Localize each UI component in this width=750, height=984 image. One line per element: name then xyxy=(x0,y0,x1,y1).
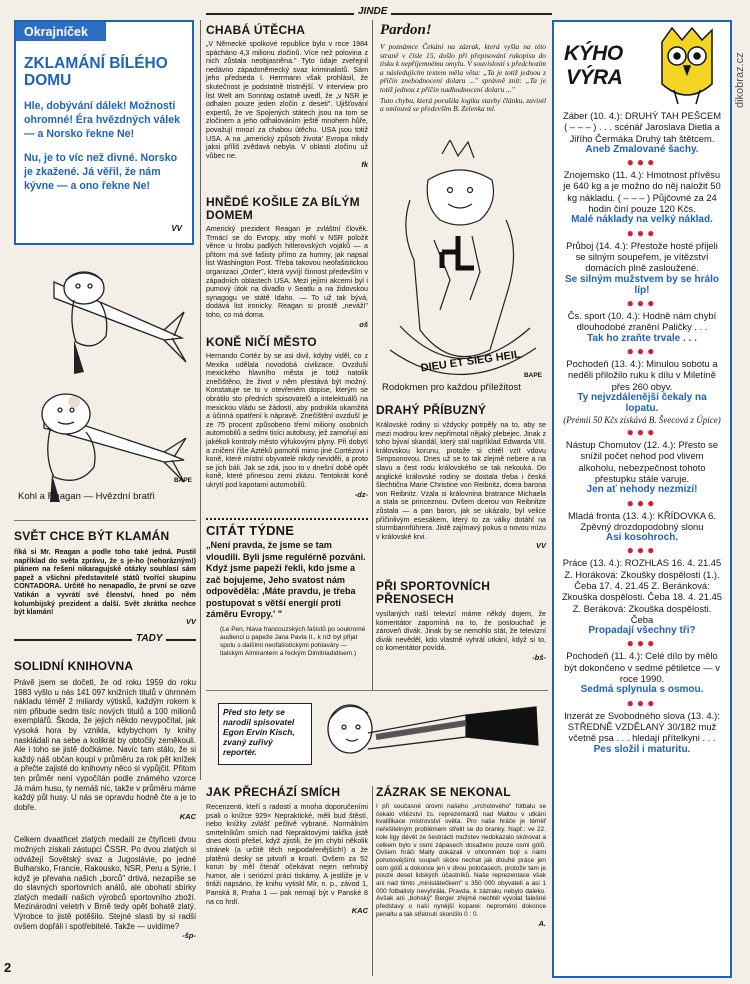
kisch-portrait-drawing xyxy=(316,693,546,773)
pardon-body-2: Tuto chybu, která porušila logiku stavby článku, zavinil a omlouvá se především B. Zelenka ml. xyxy=(380,95,546,114)
smich-title: JAK PŘECHÁZÍ SMÍCH xyxy=(206,785,341,799)
separator-dots: ●●● xyxy=(626,495,658,510)
kisch-box xyxy=(218,703,312,765)
okrajnicek-stanza-1: Hle, dobývání dálek! Možnosti ohromné! Éra hvězdných válek — a Norsko řekne Ne! xyxy=(24,100,181,140)
jinde-banner xyxy=(206,6,552,20)
kyho-logo-line-1: KÝHO xyxy=(564,42,623,65)
drahy-title: DRAHÝ PŘÍBUZNÝ xyxy=(376,403,487,417)
kyho-vyra-box xyxy=(552,20,732,978)
kyho-entry: Čs. sport (10. 4.): Hodně nám chybí dlouhodobé zranění Paličky . . . Tak ho zraňte trvale . . . xyxy=(567,310,717,344)
svet-signature: VV xyxy=(185,616,196,626)
kyho-entry: Mladá fronta (13. 4.): KŘÍDOVKA 6. Zpěvný drozdopodobný slonu Asi kosohroch. xyxy=(568,509,716,544)
col-divider xyxy=(372,786,373,976)
utecha-body: „V Německé spolkové republice bylo v roce 1984 spácháno 4,3 milionu zločinů. Více než polovina z nich zůstala neobjasněna." Tyto údaje zveřejnil nedávno západoněmecký svaz kriminalistů. Sám jeho předseda I. Herrmann však prohlásil, že skutečnost je podstatně tristnější. V interview pro list Welt am Sonntag ostatně uvedl, že „v NSR je odhalen pouze jeden zločin z deseti". Ujišťování expertů, že ve Spojených státech jsou na tom se zločinem a jeho odhalováním ještě mnohem hůře, považují mnozí za chabou útěchu. USA jsou totiž USA. A na „americký způsob života' Evropa nikdy jaksi příliš zvědavá nebyla. V oblasti zločinu už vůbec ne. xyxy=(206,40,368,160)
drahy-article xyxy=(376,404,546,550)
kisch-banner xyxy=(206,690,548,772)
pardon-title: Pardon! xyxy=(380,22,432,38)
family-tree-drawing xyxy=(380,140,546,380)
hvezdni-bratri-cartoon xyxy=(14,252,196,514)
kyho-entry: Nástup Chomutov (12. 4.): Přesto se snížil počet nehod pod vlivem alkoholu, nebezpečnost tohoto přestupku stále varuje. Jen ať nehody nezmizí! xyxy=(565,439,719,496)
pardon-article xyxy=(380,22,546,114)
separator-dots: ●●● xyxy=(626,296,658,311)
separator-dots: ●●● xyxy=(626,425,658,440)
kyho-entries xyxy=(554,110,730,755)
solidni-article xyxy=(14,660,196,940)
okrajnicek-stanza-2: Nu, je to víc než divné. Norsko je zkažené. Já věřil, že nám kývne — a ono řekne Ne! xyxy=(24,152,178,192)
rodokmen-caption: Rodokmen pro každou příležitost xyxy=(382,382,521,393)
kosile-title: HNĚDÉ KOŠILE ZA BÍLÝM DOMEM xyxy=(206,195,360,222)
tady-banner xyxy=(14,633,196,645)
medaile-body: Celkem dvaatřicet zlatých medailí ze čtyřiceti dvou možných získali zástupci ČSSR. Po dvou zlatých si odvážejí Sovětský svaz a Jugoslávie, po jedné Bulharsko, Francie, Rakousko, NSR, Peru a Sýrie. I když je převaha našich „borců" drtivá, nezapíše se do slavných sportovních análů, ale obohatí sbírky zlatých medailí našich výrobců sportovního zboží. Mezinárodní veletrh v Brně tedy opět bohatě zlatý. Výrobce to jistě potěšilo. Stejné slasti by si radši ovšem dopřáli i spotřebitelé. Takže — uvidíme? xyxy=(14,835,196,931)
svet-body: říká si Mr. Reagan a podle toho také jedná. Pustil například do světa zprávu, že s je-ho (nehorázným!) plánem na řešení nikaragujské otázky souhlasí sám papež a všichni představitelé států tvořící skupinu CONTADORA. Určitě ho nenapadlo, že první se ozve Vatikán a vyvrátí své členství, hned po něm kolumbijský prezident a další. Svět zkrátka nechce být klamán! xyxy=(14,548,196,617)
bape-signature-2: BAPE xyxy=(523,372,542,379)
citat-article xyxy=(206,518,368,658)
kosile-signature: oš xyxy=(359,319,368,329)
separator-dots: ●●● xyxy=(626,225,658,240)
kyho-entry: Průboj (14. 4.): Přestože hosté přijeli se silným soupeřem, je vítězství domácích plně zasloužené. Se silným mužstvem by se hrálo líp! xyxy=(565,239,719,296)
solidni-signature: KAC xyxy=(179,812,196,822)
rocket-riders-drawing xyxy=(14,252,196,514)
col-divider xyxy=(200,20,201,780)
kosile-body: Americký prezident Reagan je zvláštní člověk. Trmácí se do Evropy, aby mohl v NSR položit věnce u hrobu padlých hitlerovských vojáků — a přitom má své fašisty přímo za humny, jak napsal list Washington Post. Třeba takovou neofašistickou organizaci „Order", která vyvíjí činnost především v západních oblastech USA. Mezi jejími akcemi byl i pumový útok na divadlo v Seatlu a na židovskou synagogu ve státě Idaho. — To už tak bývá, dodává list ironicky. Reagan si prostě „neváží" toho, co má doma. xyxy=(206,225,368,319)
tady-label: TADY xyxy=(132,633,166,644)
utecha-article xyxy=(206,24,368,169)
zazrak-body: I při současné úrovni našeho „vrcholového" fotbalu se čekalo vítězství čs. reprezentantů nad Maltou v utkání kvalifikace mistrovství světa. Pro naše hráče je téměř neřešitelným problémem střelit se do branky. Např.: ve 22. kole ligy dévět ze šestnácti mužstev nedokázalo skórovat a celkem bylo v osmi zápasech dosaženo pouze osmi gólů. Ovšem hráči Malty dokázali v ohromném boji s námi pohotovějšími soupeři skóre nechat jak dlouhé práce jen osm gólů a dokonce jen v dvou poločasech, protože tam je pouze deset lidských účastníků. Naše reprezentace však ani nad tímto „ministátečkem" s 350 000 obyvateli a asi 1 000 fotbalisty nevyhrála. Pravda, k zázraku nebylo daleko. Avšak ani „bohský" Berger zřejmě nechtěl vyvolat falešné představy o naší nynější kopané: nepromění dokonce penaltu a tak střetnutí skončilo 0 : 0. xyxy=(376,803,546,918)
mesto-body: Hernando Cortéz by se asi divil, kdyby viděl, co z Mexika udělala novodobá civilizace. Ovzduší mexického hlavního města je totiž natolik znečištěno, že život v něm přestává být možný. Konstatuje se to v otevřeném dopise, kterým se obrátilo sto předních spisovatelů a intelektuálů na mexickou vládu se žádostí, aby podnikla okamžitá a účinná opatření k nápravě. Znečištění ovzduší je ze 75 procent způsobeno třemi miliony osobních automobilů a sedmi tisíci autobusy, jež zamořují asi jakékoli kontroly město výfukovými plyny. Při dobytí a zničení říše Aztéků pomohli mimo jiné Cortézovi i koně, které místní obyvatelé nikdy neviděli, a proto se jich báli. Jak se zdá, jsou to v dnešní době opět koně, které přinesou zemi zkázu. Tentokrát koně ukrytí pod kapotami automobilů. xyxy=(206,352,368,489)
medaile-signature: -šp- xyxy=(182,931,196,941)
sportovni-body: vysílaných naší televizí máme někdy dojem, že komentátor zapomíná na to, že poslouchač je zároveň divák. Jinak by se nemohlo stát, že televizní divák nevěděl, kdo vlastně vyhrál utkání, když si to, co komentátor povídá. xyxy=(376,610,546,653)
kosile-article xyxy=(206,196,368,329)
citat-quote: „Není pravda, že jsme se tam vloudili. Byli jsme regulérně pozváni. Když jsme papeži řekli, kdo jsme a zač bojujeme, Jeho svatost nám odpověděla: ,Máte pravdu, je třeba postupovat s větší energií proti záměru Evropy.' " xyxy=(206,540,366,619)
smich-body: Recenzenti, kteří s radostí a mnoha doporučeními psali o knížce 929× Nepraktické, měli bud štěstí, nebo knížky zvlášť pečlivě vybrané. Normálním smrtelníkům smích nad Nepraktovými takřka jistě dnes dosti přešel, když zjistili, že jim chybí několik stránek (a určitě těch nejpodařenějších!) a že platěnú desky se pitvoří a kroutí. Ovšem za 52 korun by měl čtenář očekávat nejen nehrubý humor, ale i seriózní práci tiskárny. A jestliže je v tiráži napsáno, že knihu vytiskl Mír, n. p., závod 1, Panská 8, Praha 1 — pak nemají být v Panské 8 na co hrdí. xyxy=(206,803,368,906)
okrajnicek-box xyxy=(14,20,194,245)
bape-signature-1: BAPE xyxy=(173,477,192,484)
separator-dots: ●●● xyxy=(626,695,658,710)
citat-rule xyxy=(206,518,368,520)
mesto-signature: -dz- xyxy=(354,489,368,499)
rodokmen-cartoon xyxy=(380,140,546,395)
zazrak-signature: A. xyxy=(538,918,546,928)
divider xyxy=(14,520,196,521)
smich-signature: KAC xyxy=(351,906,368,916)
page-number: 2 xyxy=(4,960,12,975)
separator-dots: ●●● xyxy=(626,344,658,359)
kyho-entry: Pochodeň (11. 4.): Celé dílo by mělo být dokončeno v sedmé pětiletce — v roce 1990. Sedmá splynula s osmou. xyxy=(564,650,720,696)
kyho-logo xyxy=(554,22,730,110)
utecha-signature: fk xyxy=(361,160,368,170)
separator-dots: ●●● xyxy=(626,636,658,651)
okrajnicek-signature: VV xyxy=(171,224,182,233)
utecha-title: CHABÁ ÚTĚCHA xyxy=(206,23,306,37)
kyho-entry: Inzerát ze Svobodného slova (13. 4.): STŘEDNĚ VZDĚLANÝ 30/182 muž včetně psa . . . hledají přítelkyni . . . Pes složil i maturitu. xyxy=(564,709,720,755)
citat-note: (Le Pen, hlava francouzských fašistů po soukromé audienci u papeže Jana Pavla II., k níž byl přijat spolu s dalšími neofašistickými pohlaváry — italským Almirantem a řeckým Dimitriadidisem.) xyxy=(220,625,366,657)
mesto-title: KONĚ NIČÍ MĚSTO xyxy=(206,335,317,349)
zazrak-article xyxy=(376,786,546,928)
okrajnicek-label: Okrajníček xyxy=(16,22,106,41)
separator-dots: ●●● xyxy=(626,543,658,558)
kyho-entry: Pochodeň (13. 4.): Minulou sobotu a neděli přiložilo ruku k dílu v Miletíně přes 260 obyv. Ty nejvzdálenější čekaly na lopatu. (Prémii 50 Kčs získává B. Švecová z Úpice) xyxy=(563,358,721,425)
kyho-logo-line-2: VÝRA xyxy=(566,66,623,89)
mesto-article xyxy=(206,336,368,499)
watermark: dikobraz.cz xyxy=(734,52,746,108)
jinde-label: JINDE xyxy=(354,6,391,17)
sportovni-title: PŘI SPORTOVNÍCH PŘENOSECH xyxy=(376,579,491,606)
solidni-body: Právě jsem se dočetl, že od roku 1959 do roku 1983 vyšlo u nás 141 097 knižních titulů v úhrnném nákladu téměř 2 miliardy výtisků, každým rokem k nim přibude sedm tisíc nových titulů a 100 milionů exemplářů. Škoda, že jejich někdo nevypočítal, jak vysoká hora by vznikla, kdybychom ty knihy naskládali na sebe a kolikrát by obtočily zeměkouli. Ale i toho se jistě dočkáme. Navíc tam stálo, že si každý náš občan koupí v průměru za rok pět knížek a přečte zajisté do knihovny něco si vypůjčit. Přitom ten průměr není vypočítán podle známého vzorce Já mám husu, ty nemáš nic, takže v průměru máme každý půl husy. U nás se opravdu hodně čte a je to dobře. xyxy=(14,678,196,812)
zazrak-title: ZÁZRAK SE NEKONAL xyxy=(376,785,511,799)
separator-dots: ●●● xyxy=(626,155,658,170)
kyho-entry: Záber (10. 4.): DRUHÝ TAH PEŠCEM ( – – – ) . . . scénář Jaroslava Dietla a Jiřího Čermáka Druhý tah štětcem. Aneb Zmalované šachy. xyxy=(562,110,722,155)
drahy-body: Královské rodiny si vždycky potrpěly na to, aby se mezi modrou krev nepřimotal nějaký plebejec. Jinak z toho bývaí skandál, který stál například Edwarda VIII. královskou korunu, protože si chtěl vzít vdovu Simpsonovou. Dnes už se to tak zlejmě nebere a na slavu a čest rodu královského se tak nekouká. Do anglické královské rodiny se dostala třeba i česká šlechtična Marie Christine von Reibnitz, dcera barona von Reibnitz. Vzala si královnina bratrance Michaela a stala se princeznou. Ovšem dcerou von Reibnitze zůstala — a pan baron, jak se ukázalo, byl velice příčinlivým esesákem, který to za války dotáhl na sturmbannführera. Jistě zajímavý pokus o novou mízu v královské krvi. xyxy=(376,421,546,541)
kyho-entry: Znojemsko (11. 4.): Hmotnost přívěsu je 640 kg a je možno do něj naložit 50 kg nákladu. ( – – – ) Půjčovné za 24 hodin činí pouze 120 Kčs. Malé náklady na velký náklad. xyxy=(563,169,721,226)
sportovni-signature: -bš- xyxy=(532,652,546,662)
kisch-text: Před sto lety se narodil spisovatel Egon Ervín Kisch, zvaný zuřivý reportér. xyxy=(223,707,295,757)
solidni-title: SOLIDNÍ KNIHOVNA xyxy=(14,659,134,673)
sportovni-article xyxy=(376,580,546,662)
drahy-signature: VV xyxy=(535,541,546,551)
svg-text:DIEU ET SIEG HEIL: DIEU ET SIEG HEIL xyxy=(419,348,522,375)
svet-title: SVĚT CHCE BÝT KLAMÁN xyxy=(14,529,170,543)
owl-icon xyxy=(652,24,722,108)
hvezdni-caption: Kohl a Reagan — Hvězdní bratři xyxy=(18,491,155,502)
svet-article xyxy=(14,530,196,626)
kyho-entry: Práce (13. 4.): ROZHLAS 16. 4. 21.45 Z. Horáková: Zkoušky dospělosti (1.). Čeba 17. 4. 21.45 Z. Beránková: Zkouška dospělosti. Čeba 18. 4. 21.45 Z. Beráková: Zkouška dospělosti. Čeba Propadají všechny tři? xyxy=(562,557,722,637)
col-divider xyxy=(372,20,373,690)
citat-title: CITÁT TÝDNE xyxy=(206,523,295,538)
pardon-body: V poznámce Čekání na zázrak, která vyšla na této straně v čísle 15, došlo při přepisování rukopisu do tisku k nepříjemnému omylu. V souvislosti s předchozím a následujícím textem měla věta: „Ta je totiž jednou z příčin znehodnocení dolaru ..." správně znít: „Ta je totiž jednou z příčin nadhodnocení dolaru ..." xyxy=(380,42,546,94)
smich-article xyxy=(206,786,368,915)
okrajnicek-title: ZKLAMÁNÍ BÍLÉHO DOMU xyxy=(24,55,168,89)
